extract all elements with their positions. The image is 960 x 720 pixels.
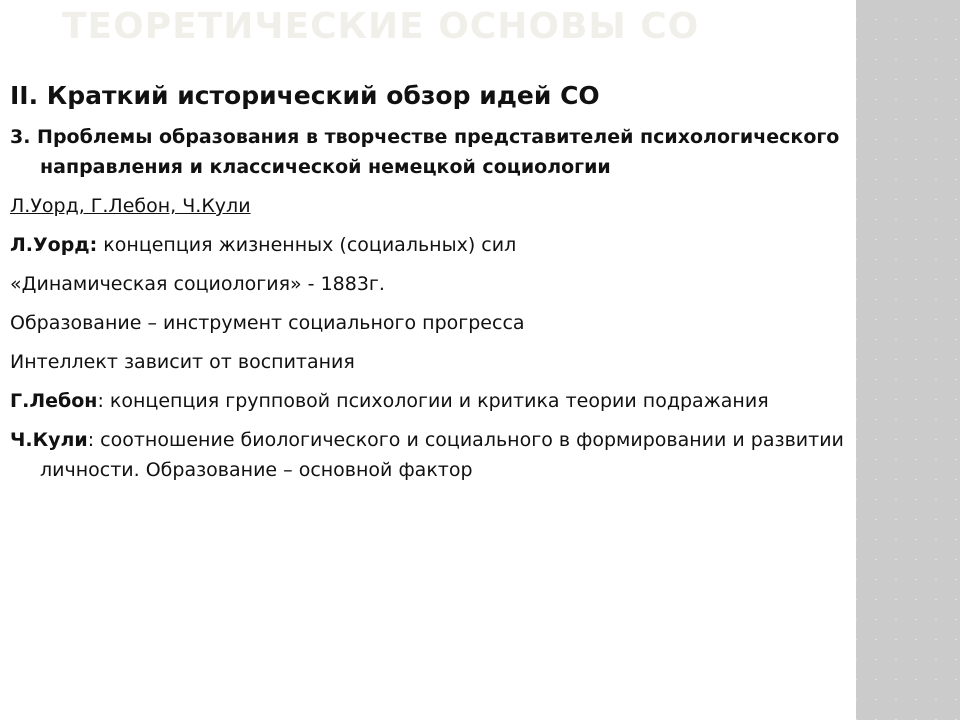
cooley-name: Ч.Кули — [10, 429, 88, 451]
authors-text: Л.Уорд, Г.Лебон, Ч.Кули — [10, 195, 251, 217]
section-heading: II. Краткий исторический обзор идей СО — [10, 81, 600, 110]
ward-name: Л.Уорд: — [10, 234, 98, 256]
education-line: Образование – инструмент социального прогресса — [10, 312, 525, 334]
lebon-name: Г.Лебон — [10, 390, 98, 412]
authors-line — [10, 191, 850, 221]
topic-line: 3. Проблемы образования в творчестве представителей психологического направления и классической немецкой социологии — [10, 126, 840, 178]
ward-line — [10, 230, 850, 260]
lebon-line — [10, 386, 850, 416]
lebon-text: : концепция групповой психологии и критика теории подражания — [97, 390, 769, 412]
intellect-line: Интеллект зависит от воспитания — [10, 351, 355, 373]
work-line: «Динамическая социология» - 1883г. — [10, 273, 385, 295]
slide-title: ТЕОРЕТИЧЕСКИЕ ОСНОВЫ СО — [62, 6, 700, 47]
slide-content — [10, 80, 850, 494]
cooley-line — [10, 425, 850, 485]
decorative-side-pattern — [856, 0, 960, 720]
ward-text: концепция жизненных (социальных) сил — [97, 234, 517, 256]
cooley-text: : соотношение биологического и социального в формировании и развитии личности. Образование – основной фактор — [40, 429, 844, 481]
